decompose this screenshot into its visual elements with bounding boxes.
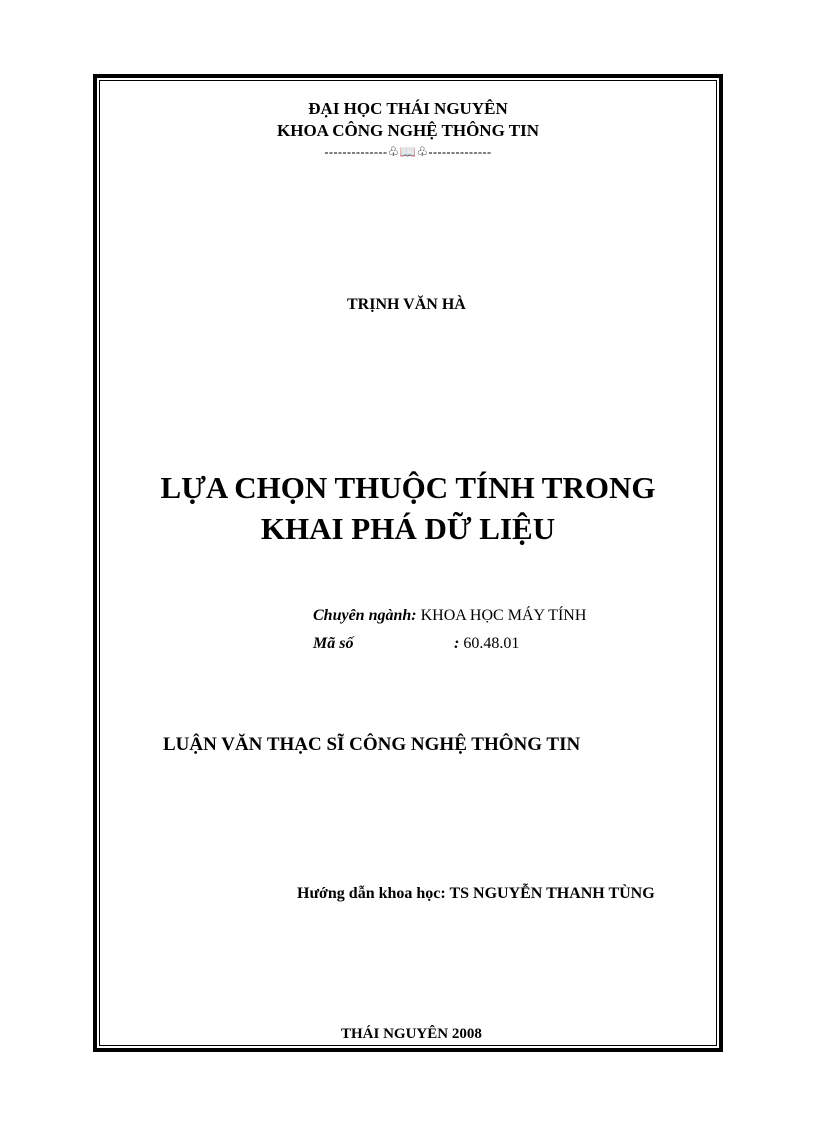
code-label: Mã số: [313, 635, 354, 652]
faculty-name: KHOA CÔNG NGHỆ THÔNG TIN: [277, 121, 539, 140]
advisor-line: [297, 884, 655, 904]
code-value-row: [454, 634, 519, 654]
degree-title: LUẬN VĂN THẠC SĨ CÔNG NGHỆ THÔNG TIN: [163, 734, 581, 755]
divider-left-dashes: --------------: [324, 145, 388, 159]
advisor-name: TS NGUYỄN THANH TÙNG: [449, 885, 655, 902]
code-value: 60.48.01: [463, 635, 520, 652]
university-name: ĐẠI HỌC THÁI NGUYÊN: [308, 99, 508, 118]
specialization-label: Chuyên ngành:: [313, 607, 417, 624]
code-separator: :: [454, 635, 460, 652]
specialization-row: [313, 606, 586, 626]
header-divider: [99, 144, 717, 160]
thesis-title-line-1: LỰA CHỌN THUỘC TÍNH TRONG: [160, 470, 656, 505]
author-name: TRỊNH VĂN HÀ: [347, 296, 466, 313]
place-and-year: THÁI NGUYÊN 2008: [341, 1026, 482, 1042]
book-ornament-icon: ♧📖♧: [387, 144, 429, 159]
code-row: [313, 634, 353, 654]
advisor-label: Hướng dẫn khoa học:: [297, 885, 446, 902]
specialization-value: KHOA HỌC MÁY TÍNH: [420, 607, 587, 624]
divider-right-dashes: --------------: [428, 145, 492, 159]
thesis-title-line-2: KHAI PHÁ DỮ LIỆU: [260, 511, 556, 546]
